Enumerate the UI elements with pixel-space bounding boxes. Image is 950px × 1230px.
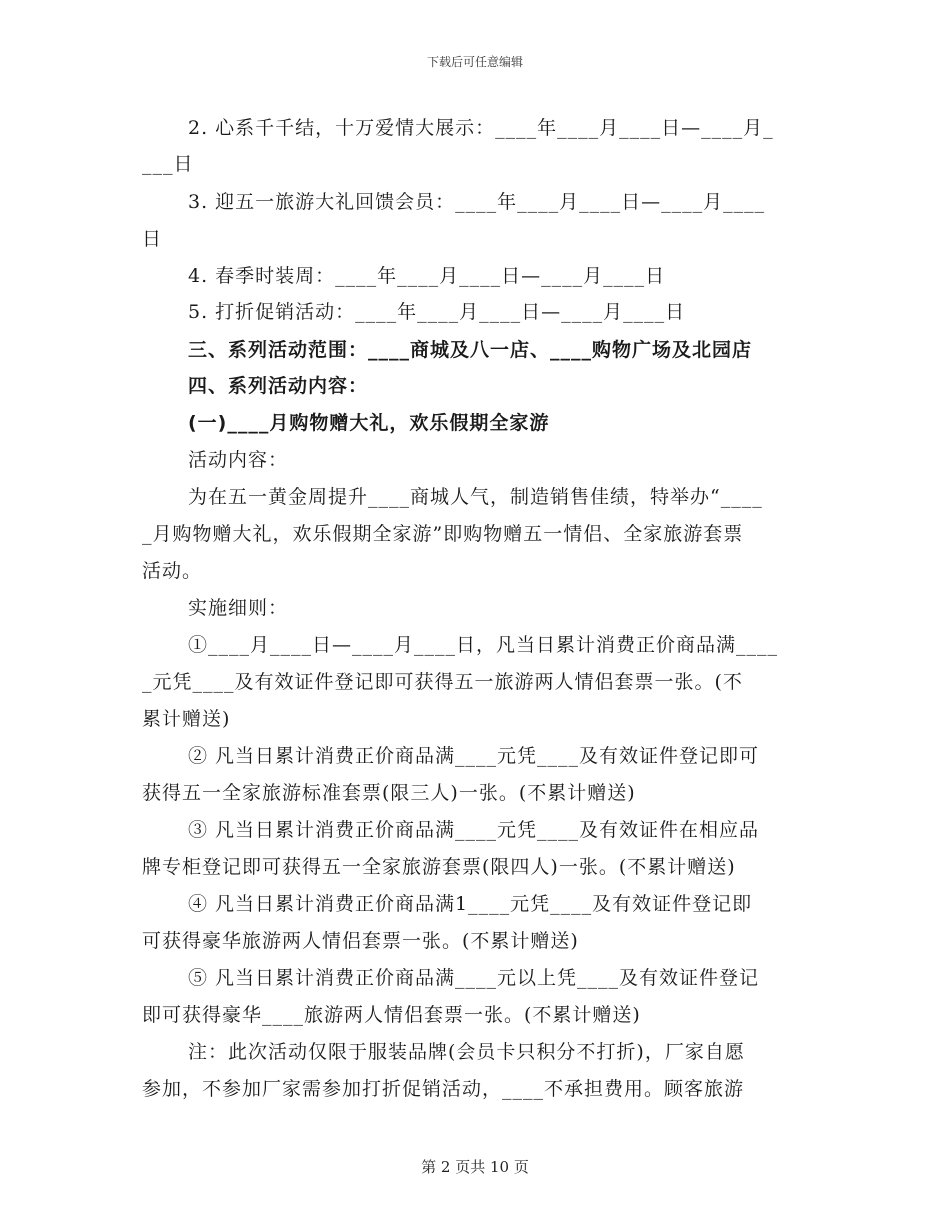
paragraph-line: _月购物赠大礼，欢乐假期全家游”即购物赠五一情侣、全家旅游套票 xyxy=(142,523,744,545)
rule-2: ② 凡当日累计消费正价商品满____元凭____及有效证件登记即可 xyxy=(188,745,760,767)
rule-2-cont: 获得五一全家旅游标准套票(限三人)一张。(不累计赠送) xyxy=(142,782,636,804)
rule-5: ⑤ 凡当日累计消费正价商品满____元以上凭____及有效证件登记 xyxy=(188,967,760,989)
list-item-3-cont: 日 xyxy=(142,228,163,250)
page-footer: 第 2 页共 10 页 xyxy=(421,1158,529,1176)
paragraph-line: 为在五一黄金周提升____商城人气，制造销售佳绩，特举办“____ xyxy=(188,486,763,508)
list-item-4: 4. 春季时装周：____年____月____日—____月____日 xyxy=(188,265,666,287)
rule-1-cont: 累计赠送) xyxy=(142,708,231,730)
page-header: 下载后可任意编辑 xyxy=(426,55,523,69)
rule-3-cont: 牌专柜登记即可获得五一全家旅游套票(限四人)一张。(不累计赠送) xyxy=(142,856,736,878)
rules-label: 实施细则： xyxy=(188,597,289,619)
list-item-3: 3. 迎五一旅游大礼回馈会员：____年____月____日—____月____ xyxy=(188,191,766,213)
note-line-cont: 参加，不参加厂家需参加打折促销活动，____不承担费用。顾客旅游 xyxy=(142,1078,745,1100)
section-scope-heading: 三、系列活动范围：____商城及八一店、____购物广场及北园店 xyxy=(188,339,753,361)
list-item-5: 5. 打折促销活动：____年____月____日—____月____日 xyxy=(188,301,686,323)
activity-content-label: 活动内容： xyxy=(188,449,289,471)
section-content-heading: 四、系列活动内容： xyxy=(188,375,369,397)
paragraph-line: 活动。 xyxy=(142,560,203,582)
rule-3: ③ 凡当日累计消费正价商品满____元凭____及有效证件在相应品 xyxy=(188,819,760,841)
list-item-2-cont: ___日 xyxy=(142,153,194,175)
rule-4-cont: 可获得豪华旅游两人情侣套票一张。(不累计赠送) xyxy=(142,930,579,952)
rule-5-cont: 即可获得豪华____旅游两人情侣套票一张。(不累计赠送) xyxy=(142,1004,641,1026)
note-line: 注：此次活动仅限于服装品牌(会员卡只积分不打折)，厂家自愿 xyxy=(188,1041,745,1063)
rule-4: ④ 凡当日累计消费正价商品满1____元凭____及有效证件登记即 xyxy=(188,893,753,915)
subsection-heading-1: (一)____月购物赠大礼，欢乐假期全家游 xyxy=(188,412,550,434)
rule-1: ①____月____日—____月____日，凡当日累计消费正价商品满____ xyxy=(188,634,779,656)
list-item-2: 2. 心系千千结，十万爱情大展示：____年____月____日—____月_ xyxy=(188,117,774,139)
rule-1-cont: _元凭____及有效证件登记即可获得五一旅游两人情侣套票一张。(不 xyxy=(142,671,743,693)
